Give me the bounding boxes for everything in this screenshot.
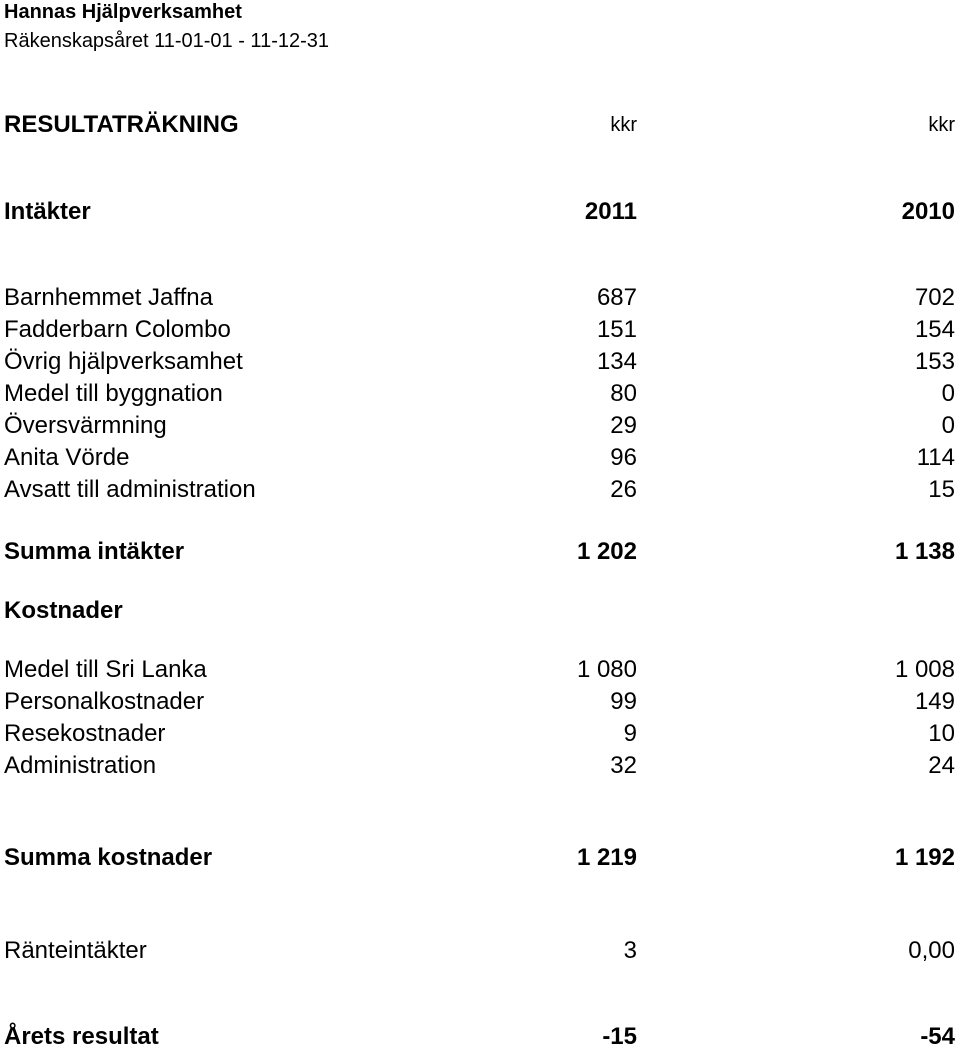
- interest-2011: 3: [623, 937, 637, 964]
- cost-row-2011: 99: [610, 688, 637, 715]
- costs-heading-row: [0, 595, 960, 627]
- result-2011: -15: [602, 1023, 637, 1050]
- interest-2010: 0,00: [908, 937, 955, 964]
- report-title: RESULTATRÄKNING: [4, 111, 239, 138]
- income-row-label: Medel till byggnation: [4, 380, 223, 407]
- income-row-2011: 26: [610, 476, 637, 503]
- cost-row: [0, 750, 960, 782]
- cost-row-2010: 1 008: [894, 656, 955, 683]
- income-row: [0, 314, 960, 346]
- cost-row: [0, 718, 960, 750]
- income-total-2010: 1 138: [894, 538, 955, 565]
- unit-col-2010: kkr: [928, 114, 955, 136]
- income-total-label: Summa intäkter: [4, 538, 185, 565]
- report-title-row: [0, 109, 960, 141]
- income-row-2011: 687: [596, 284, 637, 311]
- cost-row-2010: 24: [928, 752, 955, 779]
- income-heading-row: [0, 196, 960, 228]
- income-row-2011: 134: [596, 348, 637, 375]
- income-row-2011: 151: [596, 316, 637, 343]
- cost-row-label: Administration: [4, 752, 157, 779]
- income-row: [0, 282, 960, 314]
- unit-col-2011: kkr: [610, 114, 637, 136]
- cost-row-label: Resekostnader: [4, 720, 166, 747]
- result-2010: -54: [920, 1023, 955, 1050]
- income-row-2010: 153: [914, 348, 955, 375]
- income-row-2011: 80: [610, 380, 637, 407]
- cost-row: [0, 654, 960, 686]
- cost-row-2010: 10: [928, 720, 955, 747]
- cost-row-label: Medel till Sri Lanka: [4, 656, 207, 683]
- income-heading: Intäkter: [4, 198, 91, 225]
- income-row-label: Anita Vörde: [4, 444, 130, 471]
- year-2011-header: 2011: [584, 198, 637, 225]
- income-row: [0, 442, 960, 474]
- result-row: [0, 1021, 960, 1053]
- income-row-2010: 114: [916, 444, 955, 471]
- costs-total-2010: 1 192: [894, 844, 955, 871]
- costs-heading: Kostnader: [4, 597, 123, 624]
- costs-total-2011: 1 219: [576, 844, 637, 871]
- cost-row-2011: 9: [623, 720, 637, 747]
- cost-row-2011: 1 080: [576, 656, 637, 683]
- fiscal-year: Räkenskapsåret 11-01-01 - 11-12-31: [4, 30, 329, 52]
- cost-row: [0, 686, 960, 718]
- income-row-label: Övrig hjälpverksamhet: [4, 348, 243, 375]
- income-row: [0, 410, 960, 442]
- income-row-2011: 96: [610, 444, 637, 471]
- income-row: [0, 474, 960, 506]
- costs-total-row: [0, 842, 960, 874]
- income-row-2010: 0: [941, 380, 955, 407]
- result-label: Årets resultat: [4, 1023, 159, 1050]
- cost-row-2010: 149: [914, 688, 955, 715]
- income-row-label: Barnhemmet Jaffna: [4, 284, 214, 311]
- year-2010-header: 2010: [901, 198, 955, 225]
- income-row-2010: 15: [928, 476, 955, 503]
- org-name: Hannas Hjälpverksamhet: [4, 1, 242, 23]
- income-row: [0, 378, 960, 410]
- income-total-2011: 1 202: [576, 538, 637, 565]
- cost-row-2011: 32: [610, 752, 637, 779]
- costs-total-label: Summa kostnader: [4, 844, 213, 871]
- income-row-2010: 154: [914, 316, 955, 343]
- interest-label: Ränteintäkter: [4, 937, 147, 964]
- income-row-label: Översvärmning: [4, 412, 167, 439]
- income-total-row: [0, 536, 960, 568]
- income-row-label: Avsatt till administration: [4, 476, 256, 503]
- income-row-2010: 0: [941, 412, 955, 439]
- income-row: [0, 346, 960, 378]
- income-row-2010: 702: [914, 284, 955, 311]
- cost-row-label: Personalkostnader: [4, 688, 205, 715]
- interest-row: [0, 935, 960, 967]
- income-row-2011: 29: [610, 412, 637, 439]
- income-row-label: Fadderbarn Colombo: [4, 316, 231, 343]
